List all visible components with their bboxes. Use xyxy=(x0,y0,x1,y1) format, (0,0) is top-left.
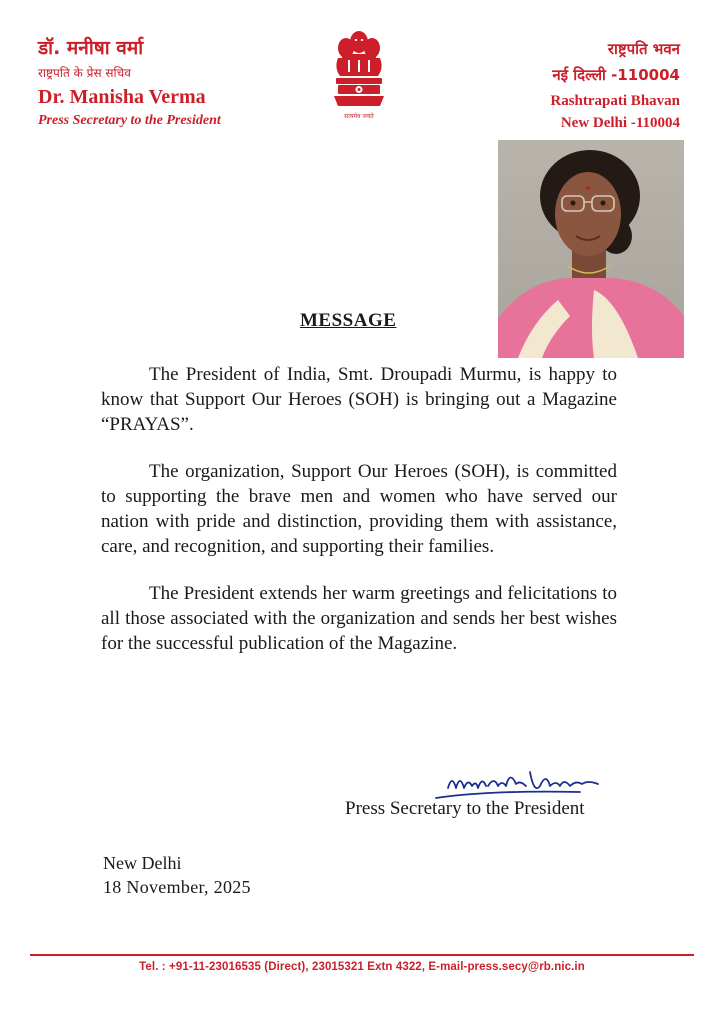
message-body xyxy=(101,362,617,678)
president-portrait-photo xyxy=(498,140,684,358)
office-name-english: Rashtrapati Bhavan xyxy=(550,93,680,109)
message-paragraph: The organization, Support Our Heroes (SOH), is committed to supporting the brave men and women who have served our nation with pride and distinction, providing them with assistance, care, and recognition, and supporting their families. xyxy=(101,461,617,557)
signatory-role: Press Secretary to the President xyxy=(345,798,585,819)
message-title: MESSAGE xyxy=(300,310,397,331)
national-emblem-icon xyxy=(330,28,388,124)
sender-name-hindi: डॉ. मनीषा वर्मा xyxy=(38,37,144,59)
office-city-english: New Delhi -110004 xyxy=(560,115,680,131)
office-city-hindi: नई दिल्ली -110004 xyxy=(552,66,680,84)
message-paragraph: The President of India, Smt. Droupadi Murmu, is happy to know that Support Our Heroes (SOH) is bringing out a Magazine “PRAYAS”. xyxy=(101,364,617,435)
closing-date: 18 November, 2025 xyxy=(103,877,251,897)
sender-title-english: Press Secretary to the President xyxy=(38,113,221,128)
footer-divider xyxy=(30,954,694,956)
emblem-motto: सत्यमेव जयते xyxy=(344,113,374,120)
letterhead-left xyxy=(38,36,298,130)
sender-title-hindi: राष्ट्रपति के प्रेस सचिव xyxy=(38,66,131,80)
letterhead-right xyxy=(480,38,680,132)
closing-place: New Delhi xyxy=(103,853,182,873)
sender-name-english: Dr. Manisha Verma xyxy=(38,86,206,108)
footer-contact: Tel. : +91-11-23016535 (Direct), 23015321 Extn 4322, E-mail-press.secy@rb.nic.in xyxy=(139,961,585,973)
office-name-hindi: राष्ट्रपति भवन xyxy=(607,40,680,58)
message-paragraph: The President extends her warm greetings and felicitations to all those associated with the organization and sends her best wishes for the successful publication of the Magazine. xyxy=(101,583,617,654)
